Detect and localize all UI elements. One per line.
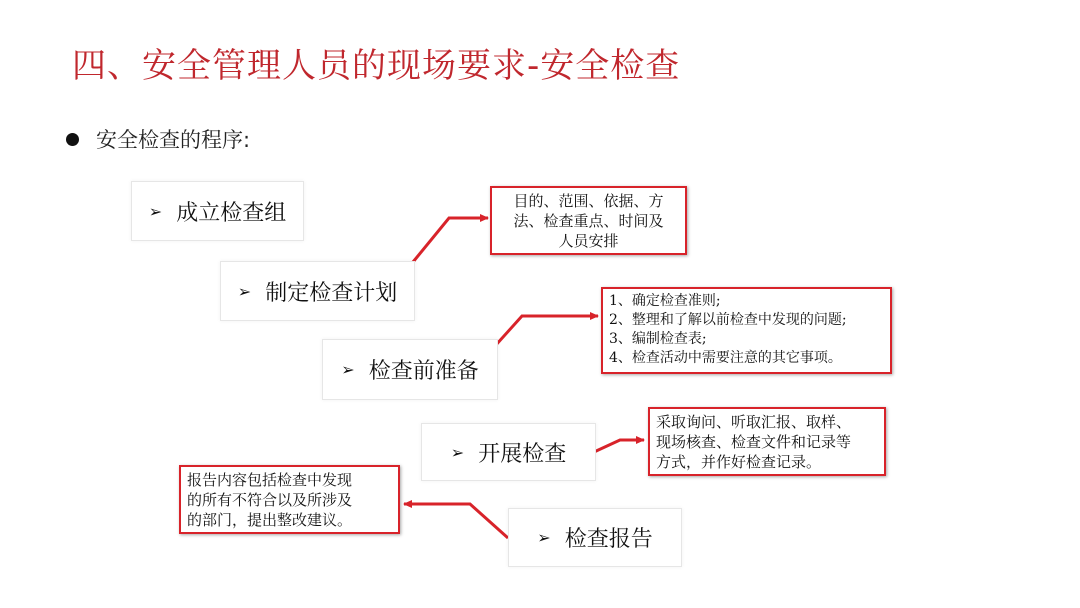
arrow-bullet-icon: ➢ bbox=[537, 528, 551, 547]
step-label: 开展检查 bbox=[478, 441, 567, 467]
arrow-bullet-icon: ➢ bbox=[237, 281, 252, 301]
note-report: 报告内容包括检查中发现 的所有不符合以及所涉及 的部门，提出整改建议。 bbox=[179, 465, 400, 534]
connector-conduct bbox=[594, 440, 644, 452]
page-title: 四、安全管理人员的现场要求-安全检查 bbox=[72, 46, 681, 86]
step-form-team bbox=[131, 181, 304, 241]
note-conduct: 采取询问、听取汇报、取样、 现场核查、检查文件和记录等 方式，并作好检查记录。 bbox=[648, 407, 886, 476]
step-label: 制定检查计划 bbox=[265, 280, 398, 306]
step-label: 检查报告 bbox=[564, 527, 653, 552]
note-prep: 1、确定检查准则; 2、整理和了解以前检查中发现的问题; 3、编制检查表; 4、检查活动中需要注意的其它事项。 bbox=[601, 287, 892, 374]
arrow-bullet-icon: ➢ bbox=[341, 360, 355, 379]
arrow-bullet-icon: ➢ bbox=[148, 201, 163, 221]
step-label: 检查前准备 bbox=[368, 359, 479, 384]
step-make-plan bbox=[220, 261, 415, 321]
connector-plan bbox=[413, 218, 488, 262]
step-report bbox=[508, 508, 682, 567]
step-preparation bbox=[322, 339, 498, 400]
step-label: 成立检查组 bbox=[176, 200, 287, 226]
bullet-text: 安全检查的程序: bbox=[96, 128, 251, 152]
connector-prep bbox=[495, 316, 598, 346]
step-conduct bbox=[421, 423, 596, 481]
arrow-bullet-icon: ➢ bbox=[450, 442, 465, 462]
note-plan: 目的、范围、依据、方 法、检查重点、时间及 人员安排 bbox=[490, 186, 687, 255]
connector-report bbox=[404, 504, 508, 538]
